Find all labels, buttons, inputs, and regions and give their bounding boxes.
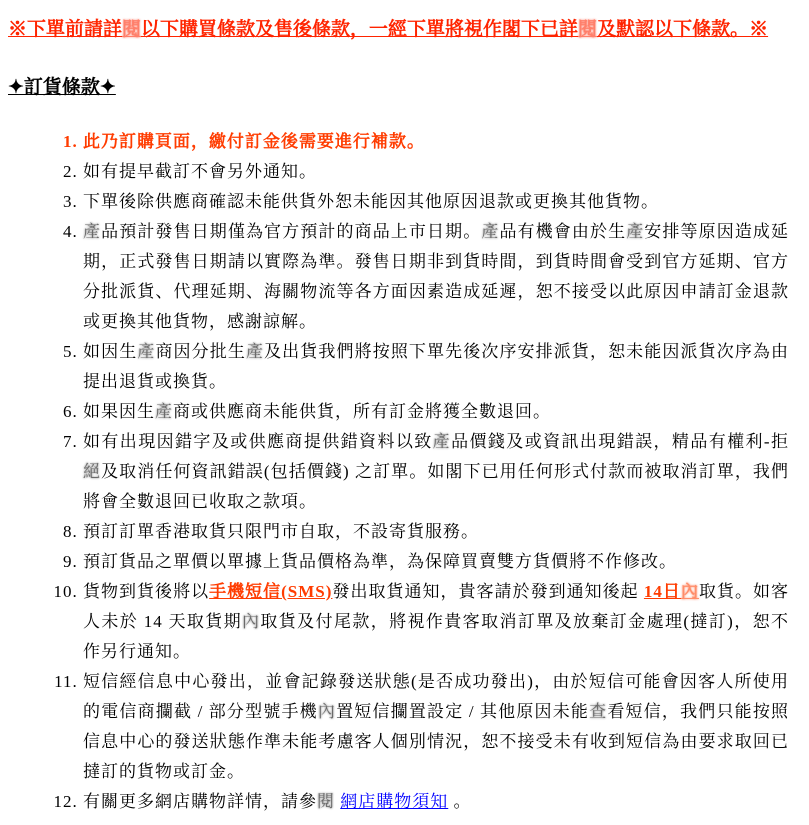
fallback-glyph: 閱 (317, 792, 335, 811)
text-segment: ※下單前請詳 (8, 19, 123, 40)
text-segment: 商因分批生 (155, 342, 246, 361)
text-segment: 手機短信(SMS) (209, 582, 333, 601)
term-item (83, 157, 789, 187)
text-segment: 貨物到貨後將以 (83, 582, 210, 601)
fallback-glyph: 產 (626, 222, 645, 241)
fallback-glyph: 產 (137, 342, 156, 361)
term-item (83, 667, 789, 787)
term-item (83, 577, 789, 667)
fallback-glyph: 產 (245, 342, 265, 361)
text-segment: 及默認以下條款。※ (597, 19, 769, 40)
fallback-glyph: 產 (83, 222, 102, 241)
fallback-glyph: 內 (680, 582, 699, 601)
text-segment: 發出取貨通知，貴客請於發到通知後起 (332, 582, 644, 601)
fallback-glyph: 查 (589, 702, 608, 721)
text-segment: 品有機會由於生 (499, 222, 627, 241)
text-segment: 14日 (643, 582, 681, 601)
term-item (83, 547, 789, 577)
fallback-glyph: 閱 (578, 19, 598, 40)
term-item (83, 127, 789, 157)
term-item (83, 787, 789, 817)
text-segment: 此乃訂購頁面，繳付訂金後需要進行補款。 (83, 132, 425, 151)
term-item (83, 517, 789, 547)
text-segment: 取貨。如客人未於 14 天取貨期 (83, 582, 790, 631)
fallback-glyph: 絕 (83, 462, 102, 481)
text-segment: 以下購買條款及售後條款，一經下單將視作閣下已詳 (141, 19, 579, 40)
text-segment: 預訂貨品之單價以單據上貨品價格為準，為保障買賣雙方貨價將不作修改。 (83, 552, 677, 571)
fallback-glyph: 內 (242, 612, 261, 631)
text-segment: 置短信攔置設定 / 其他原因未能 (336, 702, 590, 721)
text-segment: 。 (448, 792, 472, 811)
purchase-notice-header (8, 18, 801, 42)
text-segment: 商或供應商未能供貨，所有訂金將獲全數退回。 (173, 402, 551, 421)
text-segment: 安排等原因造成延期，正式發售日期請以實際為準。發售日期非到貨時間，到貨時間會受到官方延期、官方分批派貨、代理延期、海關物流等各方面因素造成延遲，恕不接受以此原因申請訂金退款或更換其他貨物，感謝諒解。 (83, 222, 790, 331)
text-segment: 看短信，我們只能按照信息中心的發送狀態作準未能考慮客人個別情況，恕不接受未有收到短信為由要求取回已撻訂的貨物或訂金。 (83, 702, 790, 781)
text-segment: 取貨及付尾款，將視作貴客取消訂單及放棄訂金處理(撻訂)，恕不作另行通知。 (83, 612, 790, 661)
text-segment: 預訂訂單香港取貨只限門市自取，不設寄貨服務。 (83, 522, 479, 541)
text-segment: 品預計發售日期僅為官方預計的商品上市日期。 (101, 222, 482, 241)
term-item (83, 397, 789, 427)
order-terms-heading: ✦訂貨條款✦ (8, 77, 116, 98)
text-segment: 及出貨我們將按照下單先後次序安排派貨，恕未能因派貨次序為由提出退貨或換貨。 (83, 342, 790, 391)
fallback-glyph: 產 (481, 222, 500, 241)
text-segment: 及取消任何資訊錯誤(包括價錢) 之訂單。如閣下已用任何形式付款而被取消訂單，我們將會全數退回已收取之款項。 (83, 462, 789, 511)
text-segment: 品價錢及或資訊出現錯誤，精品有權利-拒 (451, 432, 789, 451)
text-segment: 如有出現因錯字及或供應商提供錯資料以致 (83, 432, 433, 451)
text-segment: 如果因生 (83, 402, 155, 421)
order-terms-list (8, 127, 801, 817)
text-segment: 如有提早截訂不會另外通知。 (83, 162, 317, 181)
fallback-glyph: 內 (317, 702, 337, 721)
fallback-glyph: 產 (155, 402, 173, 421)
term-item (83, 337, 789, 397)
text-segment: 如因生 (83, 342, 138, 361)
term-item (83, 427, 789, 517)
fallback-glyph: 閱 (122, 19, 142, 40)
fallback-glyph: 產 (432, 432, 452, 451)
term-item (83, 187, 789, 217)
text-segment: 短信經信息中心發出，並會記錄發送狀態(是否成功發出)，由於短信可能會因客人所使用的電信商攔截 / 部分型號手機 (83, 672, 789, 721)
term-item (83, 217, 789, 337)
text-segment: 有關更多網店購物詳情，請參 (83, 792, 317, 811)
store-shopping-notice-link[interactable]: 網店購物須知 (340, 792, 449, 811)
text-segment: 下單後除供應商確認未能供貨外恕未能因其他原因退款或更換其他貨物。 (83, 192, 659, 211)
